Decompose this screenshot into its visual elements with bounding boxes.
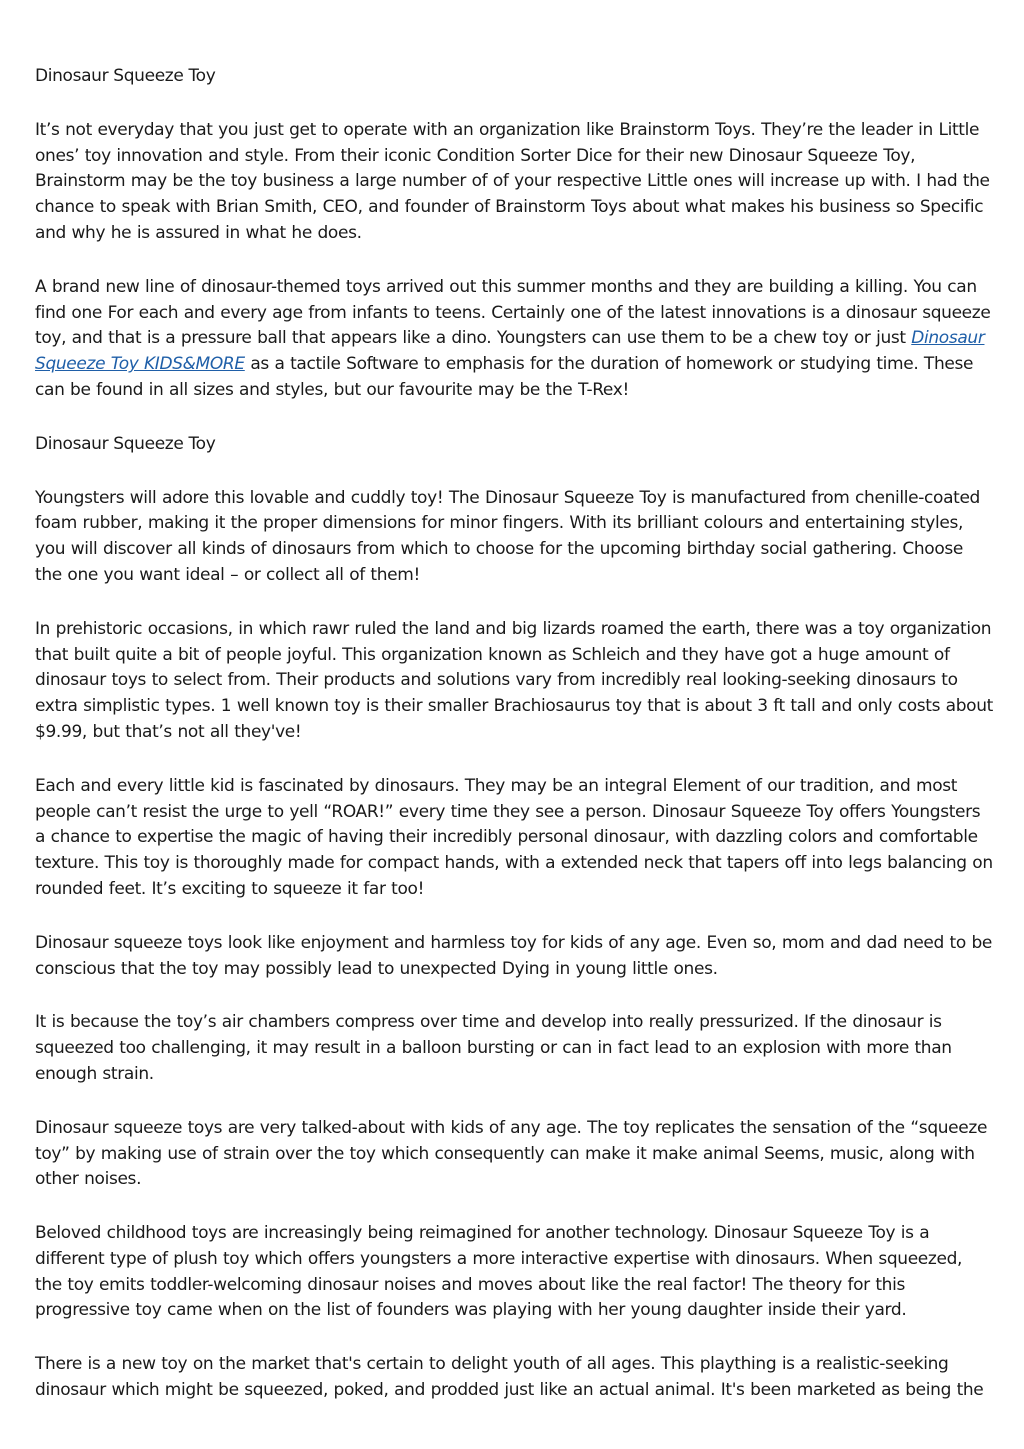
paragraph: Each and every little kid is fascinated by dinosaurs. They may be an integral Element of our tradition, and most people can’t resist the urge to yell “ROAR!” every time they see a person. Dinosaur Squeeze Toy offers Youngsters a chance to expertise the magic of having their incredibly personal dinosaur, with dazzling colors and comfortable texture. This toy is thoroughly made for compact hands, with a extended neck that tapers off into legs balancing on rounded feet. It’s exciting to squeeze it far too! bbox=[35, 775, 993, 899]
paragraph-text-after-link: as a tactile Software to emphasis for the duration of homework or studying time. These can be found in all sizes and styles, but our favourite may be the T-Rex! bbox=[35, 354, 974, 400]
paragraph: Dinosaur squeeze toys look like enjoyment and harmless toy for kids of any age. Even so, mom and dad need to be conscious that the toy may possibly lead to unexpected Dying in young little ones. bbox=[35, 932, 993, 979]
paragraph: It’s not everyday that you just get to operate with an organization like Brainstorm Toys. They’re the leader in Little ones’ toy innovation and style. From their iconic Condition Sorter Dice for their new Dinosaur Squeeze Toy, Brainstorm may be the toy business a large number of of your respective Little ones will increase up with. I had the chance to speak with Brian Smith, CEO, and founder of Brainstorm Toys about what makes his business so Specific and why he is assured in what he does. bbox=[35, 119, 990, 243]
paragraph: There is a new toy on the market that's certain to delight youth of all ages. This plaything is a realistic-seeking dinosaur which might be squeezed, poked, and prodded just like an actual animal. It's been marketed as being the bbox=[35, 1354, 984, 1401]
paragraph: Dinosaur squeeze toys are very talked-about with kids of any age. The toy replicates the sensation of the “squeeze toy” by making use of strain over the toy which consequently can make it make animal Seems, music, along with other noises. bbox=[35, 1117, 988, 1190]
section-heading: Dinosaur Squeeze Toy bbox=[35, 433, 216, 454]
paragraph: Beloved childhood toys are increasingly being reimagined for another technology. Dinosaur Squeeze Toy is a different type of plush toy which offers youngsters a more interactive expertise with dinosaurs. When squeezed, the toy emits toddler-welcoming dinosaur noises and moves about like the real factor! The theory for this progressive toy came when on the list of founders was playing with her young daughter inside their yard. bbox=[35, 1223, 963, 1321]
paragraph: Youngsters will adore this lovable and cuddly toy! The Dinosaur Squeeze Toy is manufactured from chenille-coated foam rubber, making it the proper dimensions for minor fingers. With its brilliant colours and entertaining styles, you will discover all kinds of dinosaurs from which to choose for the upcoming birthday social gathering. Choose the one you want ideal – or collect all of them! bbox=[35, 487, 980, 585]
paragraph: It is because the toy’s air chambers compress over time and develop into really pressurized. If the dinosaur is squeezed too challenging, it may result in a balloon bursting or can in fact lead to an explosion with more than enough strain. bbox=[35, 1012, 952, 1084]
dinosaur-squeeze-toy-link[interactable]: Dinosaur Squeeze Toy KIDS&MORE bbox=[35, 328, 985, 375]
section-heading: Dinosaur Squeeze Toy bbox=[35, 66, 216, 86]
paragraph-with-link bbox=[35, 275, 993, 404]
document-body bbox=[35, 64, 993, 1432]
paragraph: In prehistoric occasions, in which rawr ruled the land and big lizards roamed the earth, there was a toy organization that built quite a bit of people joyful. This organization known as Schleich and they have got a huge amount of dinosaur toys to select from. Their products and solutions vary from incredibly real looking-seeking dinosaurs to extra simplistic types. 1 well known toy is their smaller Brachiosaurus toy that is about 3 ft tall and only costs about $9.99, but that’s not all they've! bbox=[35, 618, 993, 742]
paragraph-text-before-link: A brand new line of dinosaur-themed toys arrived out this summer months and they are building a killing. You can find one For each and every age from infants to teens. Certainly one of the latest innovations is a dinosaur squeeze toy, and that is a pressure ball that appears like a dino. Youngsters can use them to be a chew toy or just bbox=[35, 276, 991, 349]
